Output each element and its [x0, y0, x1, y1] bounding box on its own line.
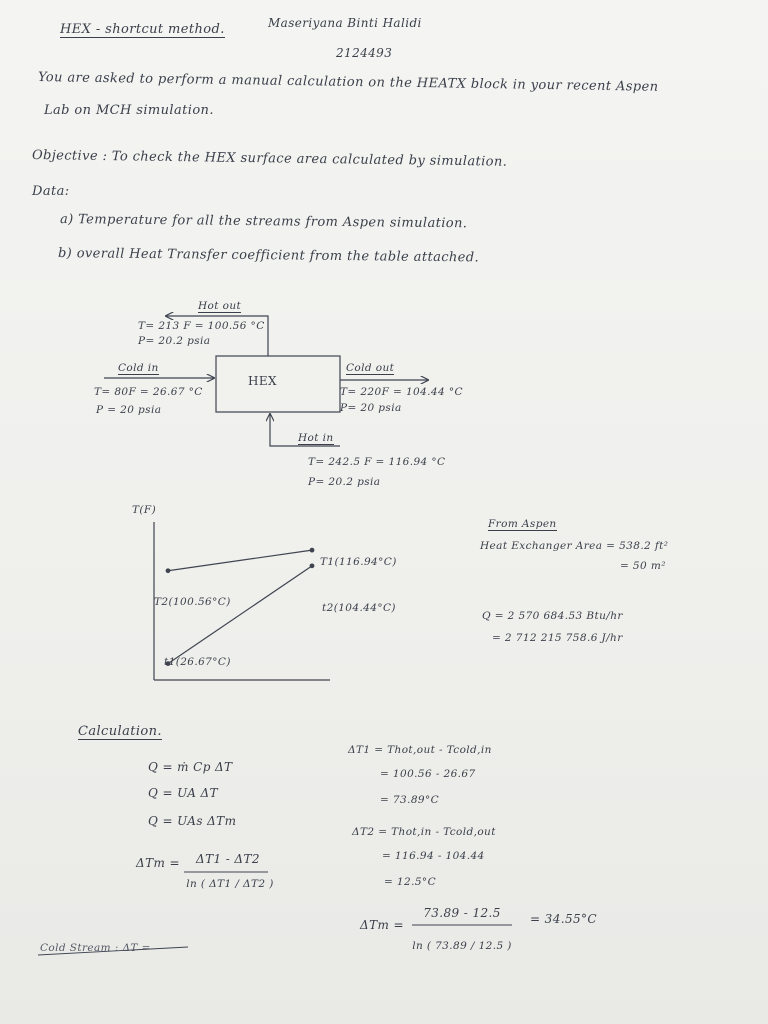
profile-line-2	[168, 566, 312, 664]
lmtd-numerator: ΔT1 - ΔT2	[196, 852, 260, 866]
hot-in-temp: T= 242.5 F = 116.94 °C	[308, 456, 446, 468]
lm-result: = 34.55°C	[530, 912, 598, 926]
calculation-heading: Calculation.	[78, 724, 162, 739]
data-item-a: a) Temperature for all the streams from Aspen simulation.	[59, 212, 468, 232]
plot-y-label: T(F)	[132, 504, 157, 516]
dt1-definition: ΔT1 = Thot,out - Tcold,in	[348, 744, 492, 756]
equation-3: Q = UAs ΔTm	[148, 814, 237, 828]
cold-in-temp: T= 80F = 26.67 °C	[94, 386, 203, 398]
lm-lhs: ΔTm =	[360, 918, 404, 932]
cold-out-pressure: P= 20 psia	[340, 402, 402, 414]
hot-out-temp: T= 213 F = 100.56 °C	[138, 320, 265, 332]
hex-box	[216, 356, 340, 412]
plot-label-t4: t1(26.67°C)	[164, 656, 231, 668]
lmtd-denominator: ln ( ΔT1 / ΔT2 )	[186, 878, 274, 890]
cold-out-temp: T= 220F = 104.44 °C	[340, 386, 463, 398]
hex-label: HEX	[248, 374, 277, 388]
aspen-heat-duty: Q = 2 570 684.53 Btu/hr	[482, 610, 623, 622]
plot-label-t2: T2(100.56°C)	[154, 596, 231, 608]
lm-numerator: 73.89 - 12.5	[423, 906, 501, 920]
aspen-heat-duty-si: = 2 712 215 758.6 J/hr	[492, 632, 623, 644]
author-name: Maseriyana Binti Halidi	[268, 16, 422, 30]
intro-line-1: You are asked to perform a manual calculation on the HEATX block in your recent Aspen	[37, 70, 659, 95]
aspen-heading: From Aspen	[488, 518, 557, 530]
aspen-area: Heat Exchanger Area = 538.2 ft²	[480, 540, 669, 552]
cold-in-pressure: P = 20 psia	[96, 404, 162, 416]
profile-point-1-2	[310, 548, 315, 553]
student-id: 2124493	[336, 46, 393, 60]
profile-point-1-1	[166, 568, 171, 573]
dt2-substitution: = 116.94 - 104.44	[382, 850, 485, 862]
hot-in-label: Hot in	[298, 432, 334, 444]
cold-in-label: Cold in	[118, 362, 159, 374]
profile-line-1	[168, 550, 312, 571]
profile-point-2-2	[310, 563, 315, 568]
data-item-b: b) overall Heat Transfer coefficient from the table attached.	[57, 246, 480, 266]
dt2-result: = 12.5°C	[384, 876, 436, 888]
hot-in-pressure: P= 20.2 psia	[308, 476, 381, 488]
cold-out-label: Cold out	[346, 362, 395, 374]
objective-text: Objective : To check the HEX surface area calculated by simulation.	[31, 148, 508, 170]
equation-2: Q = UA ΔT	[148, 786, 219, 800]
lm-denominator: ln ( 73.89 / 12.5 )	[412, 940, 512, 952]
data-heading: Data:	[32, 184, 70, 199]
equation-1: Q = ṁ Cp ΔT	[148, 760, 233, 774]
plot-label-t3: t2(104.44°C)	[322, 602, 396, 614]
hot-out-label: Hot out	[198, 300, 242, 312]
aspen-area-si: = 50 m²	[620, 560, 666, 572]
dt2-definition: ΔT2 = Thot,in - Tcold,out	[352, 826, 496, 838]
plot-label-t1: T1(116.94°C)	[320, 556, 397, 568]
dt1-substitution: = 100.56 - 26.67	[380, 768, 476, 780]
lmtd-lhs: ΔTm =	[136, 856, 180, 870]
hot-out-pressure: P= 20.2 psia	[138, 335, 211, 347]
struck-text: Cold Stream : ΔT =	[40, 942, 151, 954]
intro-line-2: Lab on MCH simulation.	[44, 103, 214, 118]
dt1-result: = 73.89°C	[380, 794, 440, 806]
page-title: HEX - shortcut method.	[60, 22, 225, 37]
